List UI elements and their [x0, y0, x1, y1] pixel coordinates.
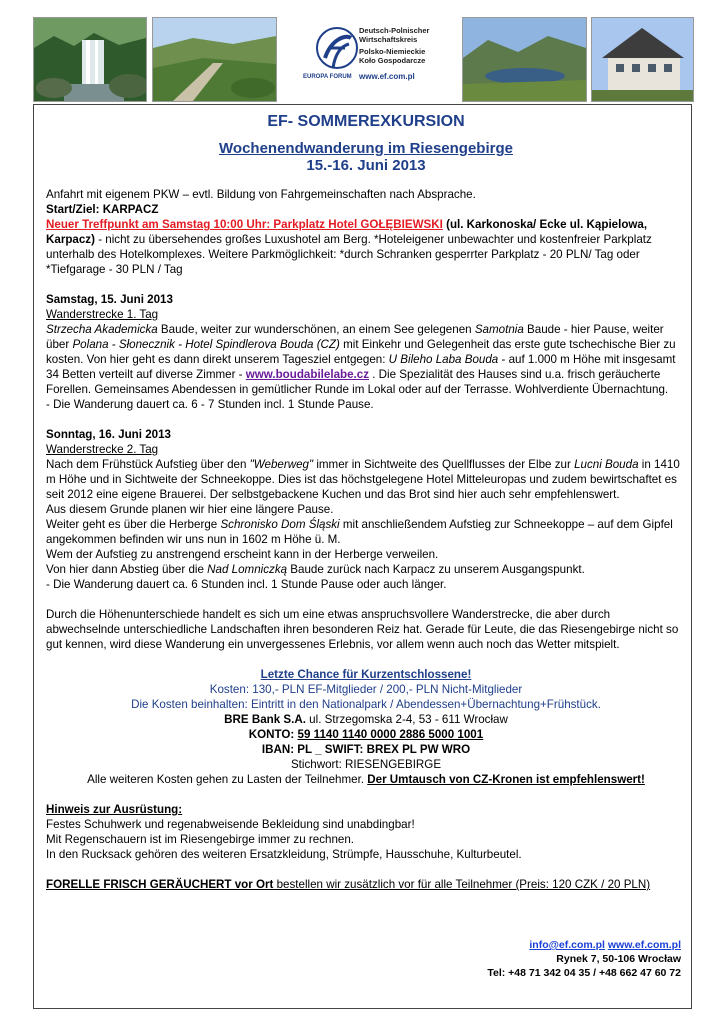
day1-place-1: Strzecha Akademicka [46, 323, 158, 336]
day2-text-2: immer in Sichtweite des Quellflusses der Elbe zur [313, 458, 575, 471]
stichwort-line: Stichwort: RIESENGEBIRGE [290, 758, 442, 771]
day2-line-3a: Weiter geht es über die Herberge [46, 518, 221, 531]
footer-phone: Tel: +48 71 342 04 35 / +48 662 47 60 72 [487, 967, 681, 979]
mountain-photo [152, 17, 277, 102]
last-chance: Letzte Chance für Kurzentschlossene! [260, 668, 472, 681]
equipment-line-1: Festes Schuhwerk und regenabweisende Bekleidung sind unabdingbar! [46, 818, 415, 831]
trout-line [46, 877, 686, 892]
konto-label: KONTO: [248, 728, 298, 741]
day1-duration: - Die Wanderung dauert ca. 6 - 7 Stunden incl. 1 Stunde Pause. [46, 398, 374, 411]
day1-heading: Samstag, 15. Juni 2013 [46, 293, 173, 306]
logo-brand: EUROPA FORUM [303, 74, 352, 80]
day2-paragraph-1 [46, 457, 686, 502]
day2-line-5a: Von hier dann Abstieg über die [46, 563, 208, 576]
footer-links [487, 938, 681, 952]
trout-details: bestellen wir zusätzlich vor für alle Teilnehmer (Preis: 120 CZK / 20 PLN) [273, 878, 651, 891]
day1-place-4: U Bileho Laba Bouda [388, 353, 499, 366]
bank-line [46, 712, 686, 727]
lake-photo [462, 17, 587, 102]
day1-subheading: Wanderstrecke 1. Tag [46, 308, 159, 321]
meeting-address: (ul. Karkonoska/ Ecke ul. Kąpielowa, Karpacz) [46, 218, 648, 246]
day2-text-1: Nach dem Frühstück Aufstieg über den [46, 458, 250, 471]
day2-line-5b: Baude zurück nach Karpacz zu unserem Ausgangspunkt. [287, 563, 585, 576]
costs-include: Die Kosten beinhalten: Eintritt in den Nationalpark / Abendessen+Übernachtung+Frühstück. [131, 698, 601, 711]
day2-heading: Sonntag, 16. Juni 2013 [46, 428, 171, 441]
meeting-paragraph [46, 217, 686, 277]
day2-line-2: Aus diesem Grunde planen wir hier eine längere Pause. [46, 503, 334, 516]
logo-line-4: Koło Gospodarcze [359, 56, 426, 65]
further-costs: Alle weiteren Kosten gehen zu Lasten der Teilnehmer. [87, 773, 368, 786]
meeting-point: Neuer Treffpunkt am Samstag 10:00 Uhr: Parkplatz Hotel GOŁĘBIEWSKI [46, 218, 443, 231]
waterfall-photo [33, 17, 147, 102]
costs-line: Kosten: 130,- PLN EF-Mitglieder / 200,- PLN Nicht-Mitglieder [209, 683, 523, 696]
day1-text-5: . Die Spezialität des Hauses sind u.a. frisch geräucherte Forellen. Gemeinsames Abendessen in gemütlicher Runde im Lokal oder auf der Terrasse. Wohlverdiente Übernachtung. [46, 368, 669, 396]
bouda-link[interactable]: www.boudabilelabe.cz [245, 368, 370, 381]
day1-paragraph [46, 322, 686, 397]
logo-line-2: Wirtschaftskreis [359, 35, 418, 44]
logo-line-1: Deutsch-Polnischer [359, 26, 430, 35]
event-date: 15.-16. Juni 2013 [306, 157, 426, 174]
konto-number: 59 1140 1140 0000 2886 5000 1001 [297, 728, 484, 741]
day2-place-2: Lucni Bouda [574, 458, 639, 471]
bank-name: BRE Bank S.A. [224, 713, 306, 726]
equipment-line-2: Mit Regenschauern ist im Riesengebirge immer zu rechnen. [46, 833, 355, 846]
day2-duration: - Die Wanderung dauert ca. 6 Stunden incl. 1 Stunde Pause oder auch länger. [46, 578, 447, 591]
konto-line [46, 727, 686, 742]
equipment-line-3: In den Rucksack gehören des weiteren Ersatzkleidung, Strümpfe, Hausschuhe, Kulturbeutel. [46, 848, 522, 861]
further-costs-line [46, 772, 686, 787]
day2-text-3: in 1410 m Höhe und in Sichtweite der Schneekoppe. Dies ist das höchstgelegene Hotel Mitteleuropas und zudem bewirtschaftet es seit 2012 eine eigene Brauerei. Der selbstgebackene Kuchen und das Brot sind hier auch sehr empfehlenswert. [46, 458, 680, 501]
footer-address: Rynek 7, 50-106 Wrocław [556, 953, 681, 965]
start-label: Start/Ziel: KARPACZ [46, 203, 159, 216]
email-link[interactable]: info@ef.com.pl [529, 939, 605, 951]
page-subtitle: Wochenendwanderung im Riesengebirge [219, 140, 513, 157]
day2-place-1: "Weberweg" [249, 458, 314, 471]
day1-place-2: Samotnia [474, 323, 524, 336]
meeting-details: - nicht zu übersehendes großes Luxushotel am Berg. *Hoteleigener unbewachter und kostenfreier Parkplatz unterhalb des Hotelkomplexes. Weitere Parkmöglichkeit: *durch Schranken gesperrter Parkplatz - 20 PLN/ Tag oder *Tiefgarage - 30 PLN / Tag [46, 233, 652, 276]
document-body [46, 108, 686, 892]
day2-subheading: Wanderstrecke 2. Tag [46, 443, 159, 456]
day1-text-3: mit Einkehr und Gelegenheit das erste gute tschechische Bier zu kosten. Von hier geht es dann direkt unserem Tagesziel entgegen: [46, 338, 676, 366]
chalet-photo [591, 17, 694, 102]
day2-place-4: Nad Lomniczką [207, 563, 288, 576]
day2-line-5 [46, 562, 686, 577]
logo-url: www.ef.com.pl [359, 72, 415, 81]
contact-footer [487, 938, 681, 980]
bank-address: ul. Strzegomska 2-4, 53 - 611 Wrocław [305, 713, 508, 726]
day2-line-4: Wem der Aufstieg zu anstrengend erscheint kann in der Herberge verweilen. [46, 548, 439, 561]
intro-text: Anfahrt mit eigenem PKW – evtl. Bildung von Fahrgemeinschaften nach Absprache. [46, 188, 476, 201]
page-title: EF- SOMMEREXKURSION [267, 113, 465, 130]
day1-text-1: Baude, weiter zur wunderschönen, an einem See gelegenen [157, 323, 475, 336]
day2-line-3 [46, 517, 686, 547]
equipment-heading: Hinweis zur Ausrüstung: [46, 803, 183, 816]
ef-logo [303, 22, 455, 92]
day1-text-2: Baude - hier Pause, weiter über [46, 323, 664, 351]
website-link[interactable]: www.ef.com.pl [607, 939, 681, 951]
day1-place-3: Polana - Słonecznik - Hotel Spindlerova Bouda (CZ) [72, 338, 340, 351]
day1-text-4: - auf 1.000 m Höhe mit insgesamt 34 Betten verteilt auf diverse Zimmer - [46, 353, 676, 381]
iban-line: IBAN: PL _ SWIFT: BREX PL PW WRO [261, 743, 471, 756]
logo-line-3: Polsko-Niemieckie [359, 47, 426, 56]
summary-paragraph: Durch die Höhenunterschiede handelt es sich um eine etwas anspruchsvollere Wanderstrecke, die aber durch abwechselnde unterschiedliche Landschaften ihren besonderen Reiz hat. Gerade für Leute, die das Riesengebirge nicht so gut kennen, wird diese Wanderung ein unvergessenes Erlebnis, vor allem wenn auch noch das Wetter mitspielt. [46, 608, 679, 651]
day2-place-3: Schronisko Dom Śląski [220, 518, 340, 531]
trout-title: FORELLE FRISCH GERÄUCHERT vor Ort [46, 878, 274, 891]
exchange-note: Der Umtausch von CZ-Kronen ist empfehlenswert! [367, 773, 645, 786]
day2-line-3b: mit anschließendem Aufstieg zur Schneekoppe – auf dem Gipfel angekommen befinden wir uns nun in 1602 m Höhe ü. M. [46, 518, 673, 546]
